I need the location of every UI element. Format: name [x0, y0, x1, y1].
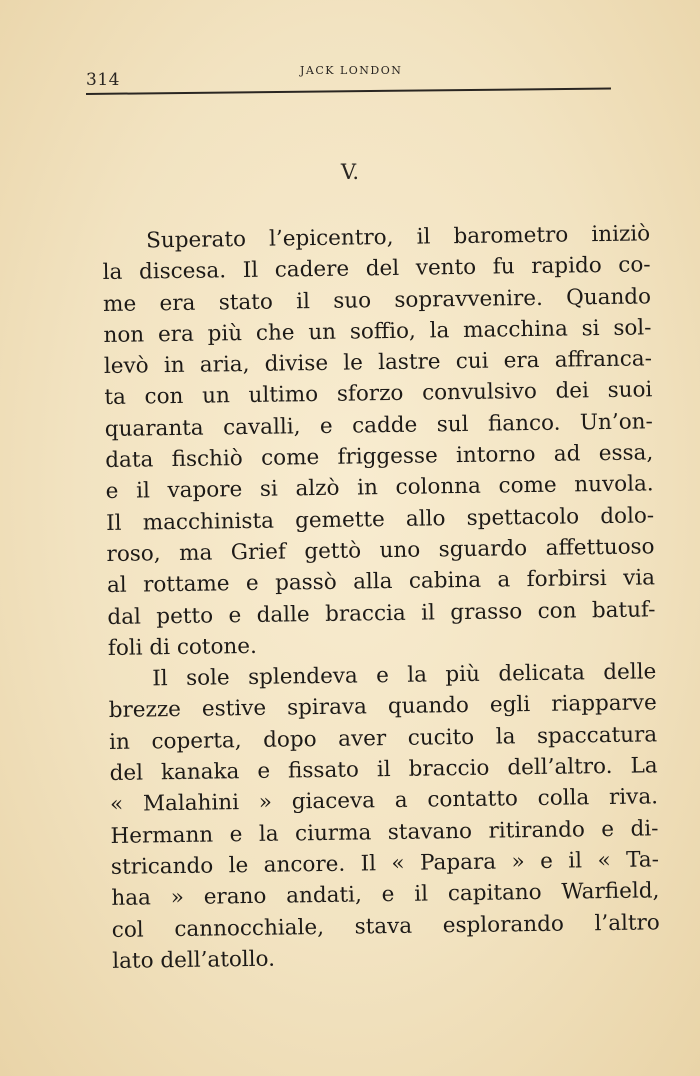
text-line: roso, ma Grief gettò uno sguardo affettuoso [106, 534, 655, 567]
text-line: Il sole splendeva e la più delicata delle [152, 659, 657, 692]
text-line: brezze estive spirava quando egli riapparve [108, 690, 657, 724]
text-line: lato dell’atollo. [112, 946, 276, 974]
text-line: col cannocchiale, stava esplorando l’altro [111, 909, 660, 943]
text-line: in coperta, dopo aver cucito la spaccatura [109, 722, 658, 755]
text-line: non era più che un soffio, la macchina si sol- [103, 315, 652, 348]
text-line: me era stato il suo sopravvenire. Quando [102, 283, 652, 317]
text-line: Hermann e la ciurma stavano ritirando e di- [110, 815, 659, 849]
text-line: al rottame e passò alla cabina a forbirsi via [106, 565, 656, 599]
text-line: « Malahini » giaceva a contatto colla riva. [109, 784, 659, 818]
text-line: data fischiò come friggesse intorno ad essa, [105, 440, 654, 474]
text-line: ta con un ultimo sforzo convulsivo dei suoi [104, 377, 653, 411]
text-line: stricando le ancore. Il « Papara » e il « Ta- [110, 847, 660, 880]
text-line: del kanaka e fissato il braccio dell’altro. La [109, 753, 658, 786]
text-line: quaranta cavalli, e cadde sul fianco. Un’on- [104, 409, 653, 442]
text-line: levò in aria, divise le lastre cui era affranca- [103, 346, 653, 380]
running-head: JACK LONDON [300, 64, 403, 77]
text-line: foli di cotone. [107, 633, 257, 661]
text-line: Superato l’epicentro, il barometro iniziò [146, 221, 651, 254]
header-rule [86, 88, 611, 95]
chapter-heading: V. [340, 160, 360, 184]
text-line: haa » erano andati, e il capitano Warfield, [111, 878, 660, 912]
text-line: e il vapore si alzò in colonna come nuvola. [105, 471, 654, 505]
text-line: la discesa. Il cadere del vento fu rapido co- [102, 252, 651, 286]
text-line: dal petto e dalle braccia il grasso con batuf- [107, 596, 656, 630]
body-text [102, 218, 660, 977]
text-line: Il macchinista gemette allo spettacolo dolo- [105, 502, 655, 536]
page-number: 314 [86, 70, 120, 90]
